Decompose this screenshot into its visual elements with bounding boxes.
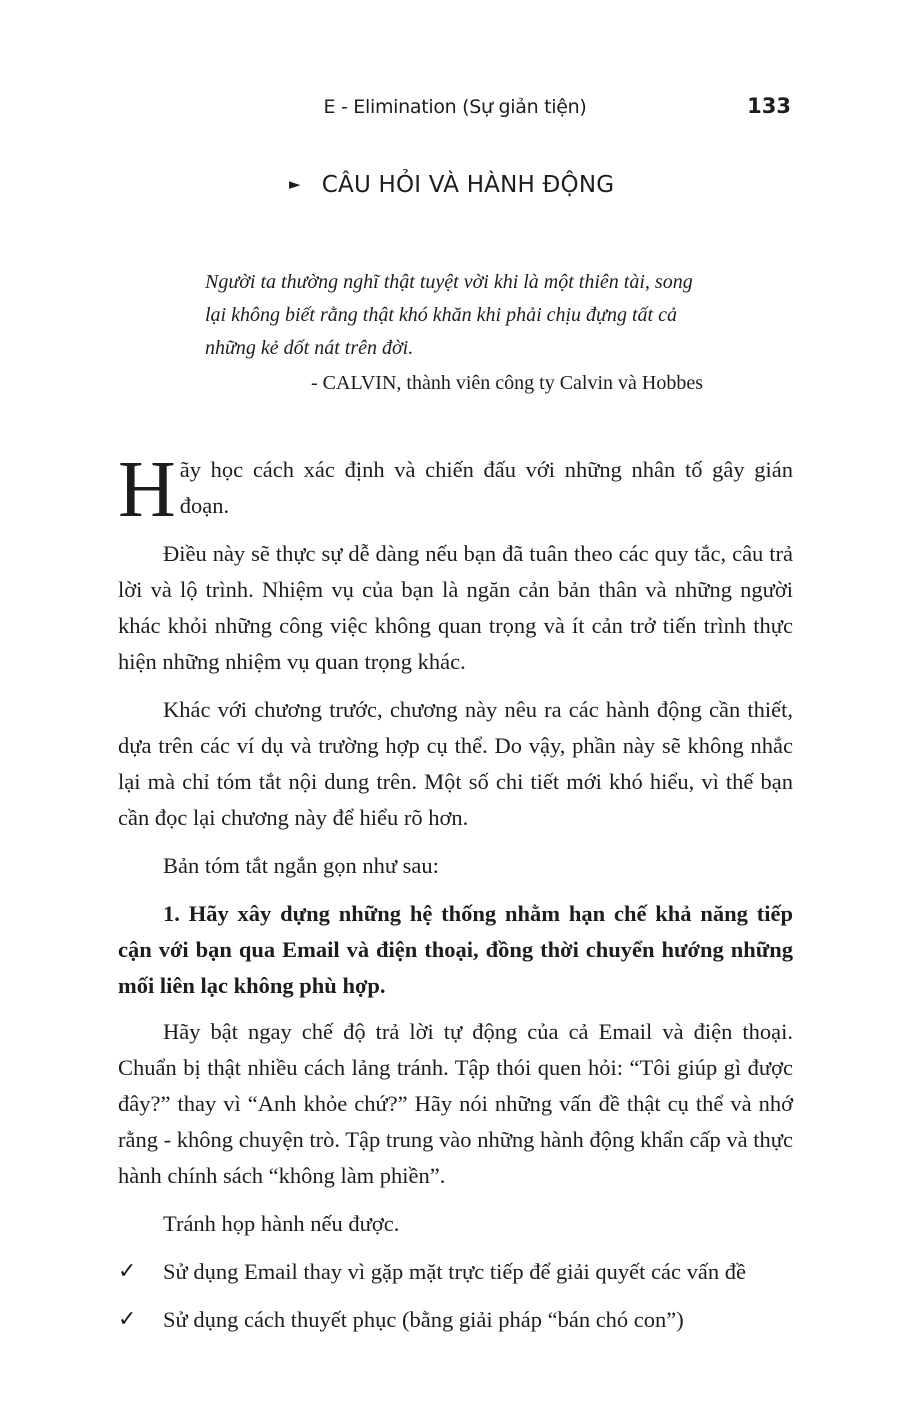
section-heading <box>289 172 614 198</box>
checklist <box>118 1254 793 1338</box>
paragraph: Khác với chương trước, chương này nêu ra các hành động cần thiết, dựa trên các ví dụ và trường hợp cụ thể. Do vậy, phần này sẽ không nhắc lại mà chỉ tóm tắt nội dung trên. Một số chi tiết mới khó hiểu, vì thế bạn cần đọc lại chương này để hiểu rõ hơn. <box>118 697 793 830</box>
numbered-item-heading: 1. Hãy xây dựng những hệ thống nhằm hạn chế khả năng tiếp cận với bạn qua Email và điện thoại, đồng thời chuyển hướng những mối liên lạc không phù hợp. <box>118 901 793 998</box>
epigraph-attribution: - CALVIN, thành viên công ty Calvin và Hobbes <box>311 372 703 394</box>
page-number: 133 <box>747 94 791 118</box>
paragraph: Điều này sẽ thực sự dễ dàng nếu bạn đã tuân theo các quy tắc, câu trả lời và lộ trình. Nhiệm vụ của bạn là ngăn cản bản thân và những người khác khỏi những công việc không quan trọng và ít cản trở tiến trình thực hiện những nhiệm vụ quan trọng khác. <box>118 541 793 674</box>
checklist-item-text: Sử dụng Email thay vì gặp mặt trực tiếp để giải quyết các vấn đề <box>163 1259 746 1284</box>
paragraph: Bản tóm tắt ngắn gọn như sau: <box>163 853 439 878</box>
checkmark-icon: ✓ <box>118 1307 137 1332</box>
running-header <box>0 96 910 126</box>
triangle-bullet-icon: ► <box>289 175 301 193</box>
drop-cap: H <box>118 446 176 534</box>
paragraph: Tránh họp hành nếu được. <box>163 1211 400 1236</box>
paragraph: Hãy bật ngay chế độ trả lời tự động của cả Email và điện thoại. Chuẩn bị thật nhiều cách lảng tránh. Tập thói quen hỏi: “Tôi giúp gì được đây?” thay vì “Anh khỏe chứ?” Hãy nói những vấn đề thật cụ thể và nhớ rằng - không chuyện trò. Tập trung vào những hành động khẩn cấp và thực hành chính sách “không làm phiền”. <box>118 1019 793 1188</box>
checkmark-icon: ✓ <box>118 1259 137 1284</box>
checklist-item-text: Sử dụng cách thuyết phục (bằng giải pháp “bán chó con”) <box>163 1307 684 1332</box>
running-title: E - Elimination (Sự giản tiện) <box>323 96 587 118</box>
checklist-item <box>118 1254 793 1290</box>
epigraph-quote: Người ta thường nghĩ thật tuyệt vời khi là một thiên tài, song lại không biết rằng thật khó khăn khi phải chịu đựng tất cả những kẻ dốt nát trên đời. <box>205 271 693 359</box>
checklist-item <box>118 1302 793 1338</box>
section-title: CÂU HỎI VÀ HÀNH ĐỘNG <box>321 172 615 198</box>
paragraph-intro <box>118 446 793 534</box>
paragraph-intro-text: ãy học cách xác định và chiến đấu với những nhân tố gây gián đoạn. <box>179 457 793 518</box>
body-text <box>118 446 793 1350</box>
epigraph <box>205 266 715 400</box>
